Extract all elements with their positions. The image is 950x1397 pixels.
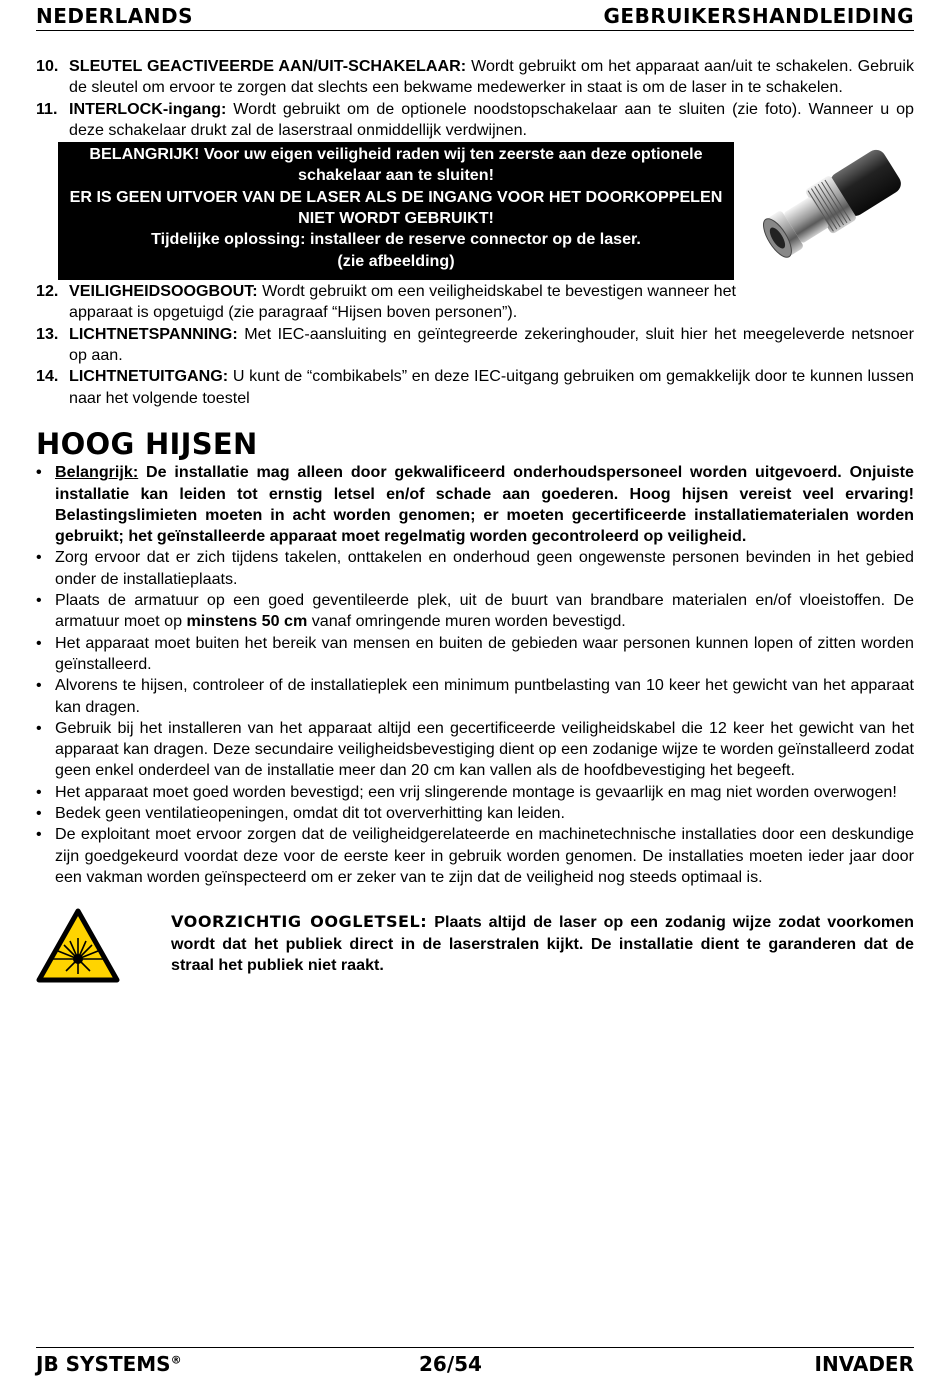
item-number: 10. [36,57,59,75]
item-text: Wordt gebruikt om het apparaat aan/uit te schakelen. Gebruik de sleutel om ervoor te zorgen dat slechts een bekwame medewerker in staat is om de laser in te schakelen. [69,57,914,97]
list-item: • Zorg ervoor dat er zich tijdens takelen, onttakelen en onderhoud geen ongewenste personen bevinden in het gebied onder de installatieplaats. [36,547,914,590]
important-label: Belangrijk: [55,463,139,482]
list-item: • Het apparaat moet buiten het bereik van mensen en buiten de gebieden waar personen kunnen lopen of zitten worden geïnstalleerd. [36,633,914,676]
footer-brand [36,1352,182,1376]
list-item: • De exploitant moet ervoor zorgen dat de veiligheidgerelateerde en machinetechnische installaties door een deskundige zijn goedgekeurd voordat deze voor de eerste keer in gebruik worden genomen. De installaties moeten ieder jaar door een vakman worden geïnspecteerd om er zeker van te zijn dat de veiligheid nog steeds optimaal is. [36,824,914,888]
item-14 [36,366,914,409]
warning-line: BELANGRIJK! Voor uw eigen veiligheid raden wij ten zeerste aan deze optionele schakelaar aan te sluiten! [89,145,703,185]
warning-line: Tijdelijke oplossing: installeer de reserve connector op de laser. [151,230,641,249]
item-title: SLEUTEL GEACTIVEERDE AAN/UIT-SCHAKELAAR: [69,57,467,75]
list-text-bold: minstens 50 cm [186,612,308,631]
laser-warning-icon [36,908,120,984]
warning-line: ER IS GEEN UITVOER VAN DE LASER ALS DE INGANG VOOR HET DOORKOPPELEN NIET WORDT GEBRUIKT! [69,187,723,228]
item-title: INTERLOCK-ingang: [69,99,227,118]
list-item: • Alvorens te hijsen, controleer of de installatieplek een minimum puntbelasting van 10 keer het gewicht van het apparaat kan dragen. [36,675,914,718]
important-text: De installatie mag alleen door gekwalificeerd onderhoudspersoneel worden uitgevoerd. Onjuiste installatie kan leiden tot ernstig letsel en/of schade aan goederen. Hoog hijsen vereist veel ervaring! Belastingslimieten moeten in acht worden genomen; er moeten gecertificeerde installatiematerialen worden gebruikt; het geïnstalleerde apparaat moet regelmatig worden gecontroleerd op veiligheid. [55,463,914,546]
header-title: GEBRUIKERSHANDLEIDING [603,4,914,28]
item-title: VEILIGHEIDSOOGBOUT: [69,282,258,301]
registered-mark: ® [170,1353,182,1367]
warning-line: (zie afbeelding) [337,251,455,270]
item-number: 14. [36,367,59,386]
list-text: Plaats de armatuur op een goed geventileerde plek, uit de buurt van brandbare materialen en/of vloeistoffen. De armatuur moet op [55,591,914,631]
caution-keyword: VOORZICHTIG OOGLETSEL: [171,912,428,932]
list-item [36,590,914,633]
item-title: LICHTNETSPANNING: [69,324,238,343]
page-number: 26/54 [419,1352,482,1376]
header-language: NEDERLANDS [36,4,194,28]
list-item [36,462,914,547]
caution-body: Plaats altijd de laser op een zodanig wijze zodat voorkomen wordt dat het publiek direct in de laserstralen kijkt. De installatie dient te garanderen dat de straal het publiek niet raakt. [171,913,914,974]
item-text: Met IEC-aansluiting en geïntegreerde zekeringhouder, sluit hier het meegeleverde netsnoer op aan. [69,324,914,365]
footer-product: INVADER [814,1352,914,1376]
list-text: vanaf omringende muren worden bevestigd. [307,612,626,631]
brand-name: JB SYSTEMS [36,1352,171,1376]
item-10 [36,56,914,99]
list-item: • Het apparaat moet goed worden bevestigd; een vrij slingerende montage is gevaarlijk en mag niet worden overwogen! [36,782,914,803]
item-13 [36,324,914,367]
important-warning-box [58,142,734,280]
item-12 [36,281,914,324]
safety-bullet-list [36,462,914,888]
item-text: Wordt gebruikt om een veiligheidskabel te bevestigen wanneer het apparaat is opgetuigd (zie paragraaf “Hijsen boven personen”). [69,282,737,322]
section-title: HOOG HIJSEN [36,426,258,461]
list-item: • Gebruik bij het installeren van het apparaat altijd een gecertificeerde veiligheidskabel die 12 keer het gewicht van het apparaat kan dragen. Deze secundaire veiligheidsbevestiging dient op een zodanige wijze te worden geïnstalleerd zodat geen enkel onderdeel van de installatie meer dan 20 cm kan vallen als de hoofdbevestiging het begeeft. [36,718,914,782]
item-text: Wordt gebruikt om de optionele noodstopschakelaar aan te sluiten (zie foto). Wanneer u op deze schakelaar drukt zal de laserstraal onmiddellijk verdwijnen. [69,99,914,139]
page-footer [36,1347,914,1378]
eye-injury-caution [36,911,914,986]
interlock-warning-row [36,142,914,281]
item-title: LICHTNETUITGANG: [69,367,229,386]
page-body [36,56,914,986]
item-text: U kunt de “combikabels” en deze IEC-uitgang gebruiken om gemakkelijk door te kunnen lussen naar het volgende toestel [69,367,914,407]
item-number: 12. [36,282,59,301]
item-number: 11. [36,99,58,118]
item-number: 13. [36,324,59,343]
list-item: • Bedek geen ventilatieopeningen, omdat dit tot oververhitting kan leiden. [36,803,914,824]
page-header [36,4,914,31]
connector-photo [748,128,918,278]
caution-text [171,911,914,976]
